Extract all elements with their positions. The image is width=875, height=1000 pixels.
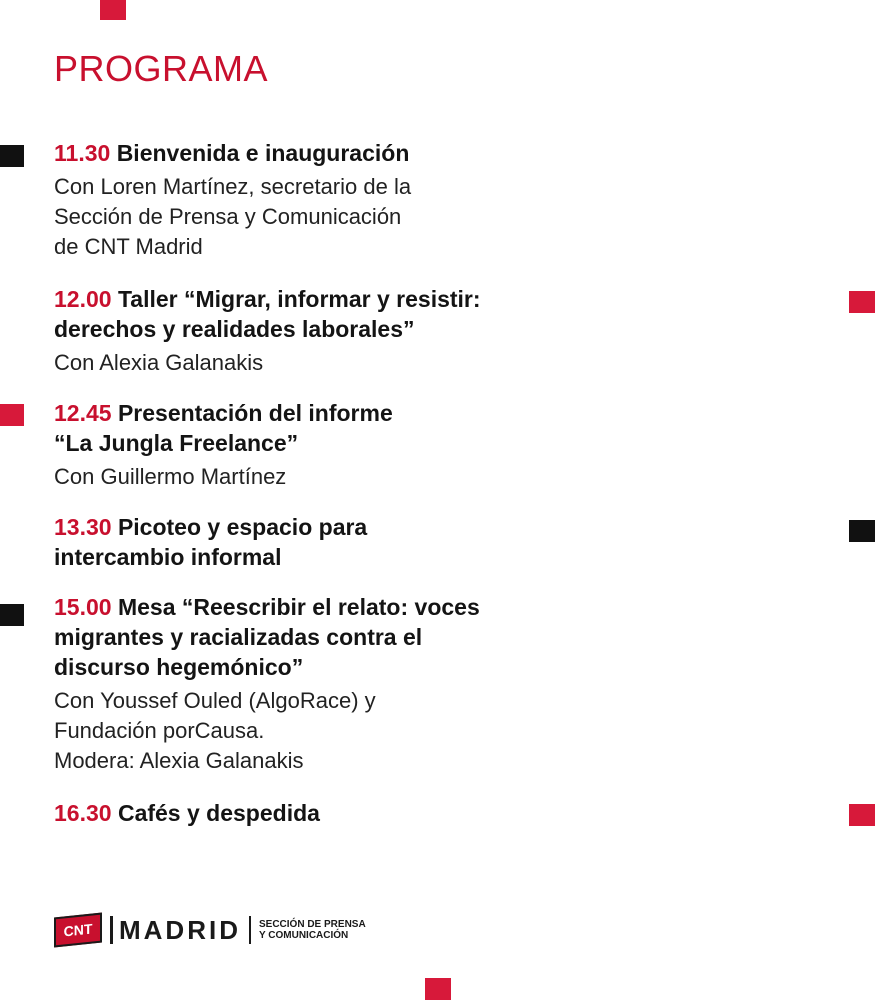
schedule-title-line: discurso hegemónico”: [54, 654, 304, 680]
schedule-detail-line: de CNT Madrid: [54, 234, 203, 259]
section-name-line: Y COMUNICACIÓN: [259, 930, 349, 941]
schedule-item: [54, 798, 654, 828]
schedule-title-line: derechos y realidades laborales”: [54, 316, 415, 342]
cnt-logo: CNT: [54, 912, 102, 947]
schedule-detail-line: Modera: Alexia Galanakis: [54, 748, 304, 773]
schedule-title-line: Mesa “Reescribir el relato: voces: [117, 594, 480, 620]
schedule-item-heading: [54, 592, 654, 682]
schedule-detail-line: Con Youssef Ouled (AlgoRace) y: [54, 688, 376, 713]
schedule-title-line: Presentación del informe: [117, 400, 393, 426]
schedule-item-heading: [54, 138, 654, 168]
schedule-details: [54, 462, 654, 492]
city-name: MADRID: [119, 914, 241, 945]
schedule-item: [54, 512, 654, 572]
schedule-details: [54, 172, 654, 262]
section-name-line: SECCIÓN DE PRENSA: [259, 919, 366, 930]
schedule-title-line: migrantes y racializadas contra el: [54, 624, 423, 650]
page-title: PROGRAMA: [54, 48, 269, 89]
schedule-time: 16.30: [54, 800, 112, 826]
schedule-time: 15.00: [54, 594, 112, 620]
schedule-title-line: Bienvenida e inauguración: [116, 140, 410, 166]
schedule-detail-line: Con Guillermo Martínez: [54, 464, 287, 489]
schedule-time: 12.45: [54, 400, 112, 426]
schedule-item: [54, 592, 654, 776]
decorative-square-left-2: [0, 404, 24, 426]
schedule-item-heading: [54, 398, 654, 458]
schedule-item: [54, 398, 654, 492]
schedule-item: [54, 138, 654, 262]
decorative-square-right-1: [849, 291, 875, 313]
decorative-square-right-3: [849, 804, 875, 826]
schedule-details: [54, 348, 654, 378]
schedule-time: 12.00: [54, 286, 112, 312]
decorative-square-left-1: [0, 145, 24, 167]
decorative-square-right-2: [849, 520, 875, 542]
section-name: [259, 919, 366, 941]
schedule-title-line: Cafés y despedida: [117, 800, 320, 826]
footer-branding: [54, 914, 366, 946]
schedule-time: 13.30: [54, 514, 112, 540]
decorative-square-top: [100, 0, 126, 20]
schedule-item-heading: [54, 284, 654, 344]
schedule-item-heading: [54, 798, 654, 828]
schedule-details: [54, 686, 654, 776]
schedule-title-line: intercambio informal: [54, 544, 282, 570]
schedule-detail-line: Sección de Prensa y Comunicación: [54, 204, 402, 229]
schedule-detail-line: Con Alexia Galanakis: [54, 350, 264, 375]
decorative-square-bottom: [425, 978, 451, 1000]
schedule-item: [54, 284, 654, 378]
divider: [110, 916, 113, 944]
schedule-item-heading: [54, 512, 654, 572]
schedule-title-line: Taller “Migrar, informar y resistir:: [117, 286, 481, 312]
schedule-detail-line: Con Loren Martínez, secretario de la: [54, 174, 412, 199]
schedule-time: 11.30: [54, 140, 111, 166]
divider: [249, 916, 251, 944]
schedule-detail-line: Fundación porCausa.: [54, 718, 265, 743]
decorative-square-left-3: [0, 604, 24, 626]
schedule-title-line: Picoteo y espacio para: [117, 514, 368, 540]
schedule-title-line: “La Jungla Freelance”: [54, 430, 299, 456]
